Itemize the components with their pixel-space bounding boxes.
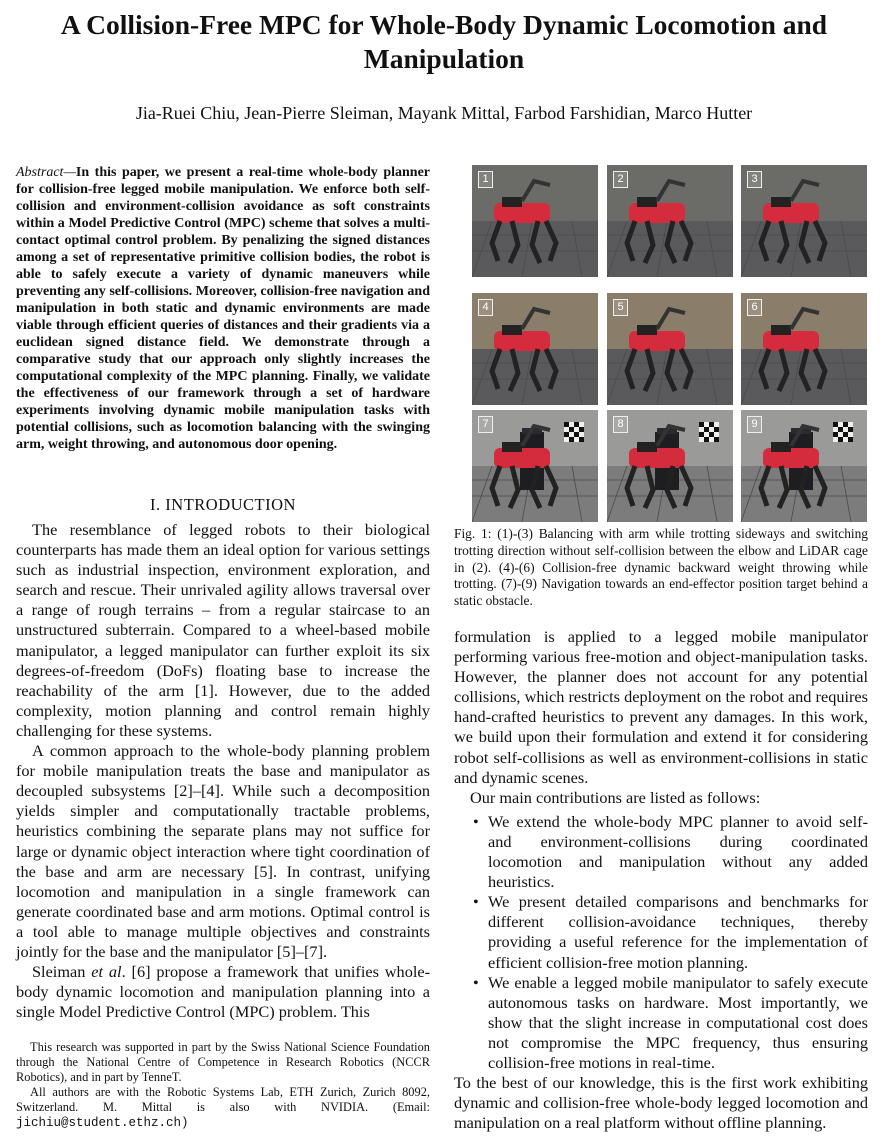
bullet-glyph: • [473,972,479,992]
figure-photo-panel [741,410,867,522]
introduction-text [16,520,430,1022]
footnote-affiliation [16,1085,430,1131]
figure-1-photo-grid [472,165,868,513]
bullet-glyph: • [473,811,479,831]
section-heading-introduction: I. INTRODUCTION [150,495,296,514]
figure-photo-panel [472,293,598,405]
right-paragraph-1: formulation is applied to a legged mobile manipulator performing various free-motion and object-manipulation tasks. However, the planner does not account for any potential collisions, which restricts deployment on the robot and requires hand-crafted heuristics to prevent any damages. In this work, we build upon their formulation and extend it for considering robot self-collisions as well as environment-collisions in static and dynamic scenes. [454,627,868,787]
intro-paragraph-2: A common approach to the whole-body planning problem for mobile manipulation treats the base and manipulator as decoupled subsystems [2]–[4]. While such a decomposition yields simpler and computationally tractable problems, heuristics combining the separate plans may not suffice for large or dynamic object interaction where tight coordination of the base and arm are necessary [5]. In contrast, unifying locomotion and manipulation in a single framework can generate coordinated base and arm motions. Optimal control is a tool able to manage multiple objectives and constraints jointly for the base and the manipulator [5]–[7]. [16,741,430,961]
closing-paragraph: To the best of our knowledge, this is the first work exhibiting dynamic and collision-free whole-body legged locomotion and manipulation on a real platform without offline planning. [454,1073,868,1133]
footnote-email: jichiu@student.ethz.ch) [16,1116,189,1130]
right-column-text [454,627,868,1133]
panel-number-label: 3 [747,171,762,188]
author-list: Jia-Ruei Chiu, Jean-Pierre Sleiman, Mayank Mittal, Farbod Farshidian, Marco Hutter [135,103,753,123]
figure-photo-panel [741,293,867,405]
intro-p3-etal: et al [91,962,122,982]
contribution-item [473,892,868,972]
intro-p3-rest: . [6] propose a framework that unifies whole-body dynamic locomotion and manipulation planning into a single Model Predictive Control (MPC) problem. This [16,962,431,1022]
intro-paragraph-1: The resemblance of legged robots to their biological counterparts has made them an ideal option for various settings such as industrial inspection, environment exploration, and search and rescue. Their unrivaled agility allows traversal over a range of rough terrains – from a regular staircase to an unstructured subterrain. Compared to a wheel-based mobile manipulator, a legged manipulator can further exploit its six degrees-of-freedom (DoFs) floating base to increase the reachability of the arm [1]. However, due to the added complexity, motion planning and control remain highly challenging for these systems. [16,520,430,740]
panel-number-label: 9 [747,416,762,433]
footnote-affiliation-text: All authors are with the Robotic Systems Lab, ETH Zurich, Zurich 8092, Switzerland. M. Mittal is also with NVIDIA. (Email: [16,1085,430,1114]
contribution-item [473,811,868,892]
contribution-text: We enable a legged mobile manipulator to safely execute autonomous tasks on hardware. Most importantly, we show that the slight increase in computational cost does not compromise the MPC frequency, thus ensuring collision-free motions in real-time. [488,972,868,1072]
contribution-item [473,972,868,1073]
paper-title: A Collision-Free MPC for Whole-Body Dynamic Locomotion and Manipulation [60,9,828,74]
panel-number-label: 8 [613,416,628,433]
figure-1-caption: Fig. 1: (1)-(3) Balancing with arm while trotting sideways and switching trotting direction without self-collision between the elbow and LiDAR cage in (2). (4)-(6) Collision-free dynamic backward weight throwing while trotting. (7)-(9) Navigation towards an end-effector position target behind a static obstacle. [454,526,868,609]
contribution-text: We present detailed comparisons and benchmarks for different collision-avoidance techniques, thereby providing a useful reference for the implementation of efficient collision-free motion planning. [488,892,868,972]
abstract [16,164,430,453]
abstract-text: In this paper, we present a real-time whole-body planner for collision-free legged mobile manipulation. We enforce both self-collision and environment-collision avoidance as soft constraints within a Model Predictive Control (MPC) scheme that solves a multi-contact optimal control problem. By penalizing the signed distances among a set of representative primitive collision bodies, the robot is able to safely execute a variety of dynamic maneuvers while preventing any self-collisions. Moreover, collision-free navigation and manipulation in both static and dynamic environments are made viable through efficient queries of distances and their gradients via a euclidean signed distance field. We demonstrate through a comparative study that our approach only slightly increases the computational complexity of the MPC planning. Finally, we validate the effectiveness of our framework through a set of hardware experiments involving dynamic mobile manipulation tasks with potential collisions, such as locomotion balancing with the swinging arm, weight throwing, and autonomous door opening. [16,165,430,452]
panel-number-label: 1 [478,171,493,188]
figure-photo-panel [607,410,733,522]
footnote [16,1040,430,1131]
footnote-funding: This research was supported in part by the Swiss National Science Foundation through the National Centre of Competence in Research Robotics (NCCR Robotics), and in part by TenneT. [16,1040,430,1084]
panel-number-label: 7 [478,416,493,433]
contributions-list [454,812,868,1073]
figure-photo-panel [472,165,598,277]
panel-number-label: 2 [613,171,628,188]
contribution-text: We extend the whole-body MPC planner to avoid self- and environment-collisions during coordinated locomotion and manipulation without any added heuristics. [488,811,868,892]
figure-photo-panel [472,410,598,522]
intro-p3-author: Sleiman [32,962,92,982]
intro-paragraph-3 [16,962,430,1022]
panel-number-label: 5 [613,299,628,316]
contributions-intro: Our main contributions are listed as follows: [470,787,761,807]
bullet-glyph: • [473,892,479,912]
panel-number-label: 4 [478,299,493,316]
figure-photo-panel [607,293,733,405]
abstract-lead: Abstract— [16,165,76,180]
figure-photo-panel [607,165,733,277]
figure-photo-panel [741,165,867,277]
panel-number-label: 6 [747,299,762,316]
